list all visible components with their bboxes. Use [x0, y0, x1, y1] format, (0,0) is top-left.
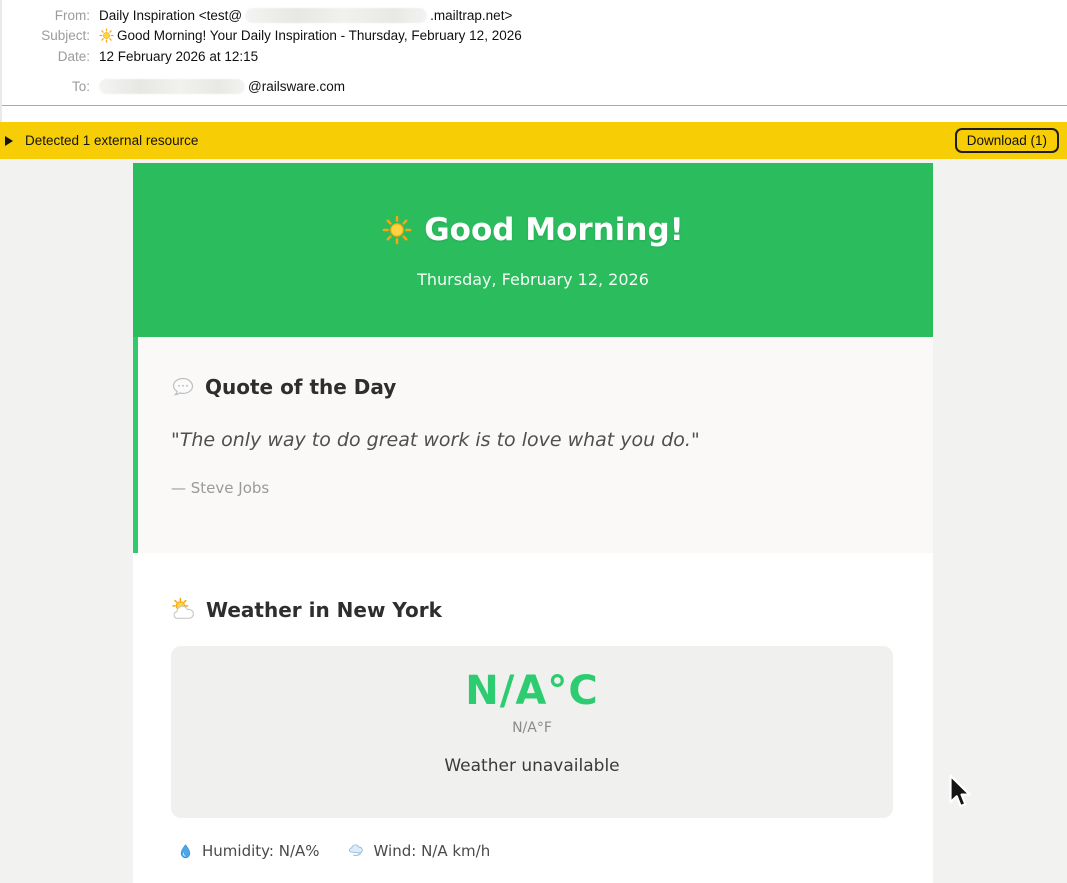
- weather-heading: Weather in New York: [206, 597, 442, 622]
- sun-icon: [382, 215, 412, 245]
- weather-status: Weather unavailable: [444, 756, 620, 776]
- external-resource-banner: [0, 122, 1067, 159]
- mail-metadata-header: [0, 0, 1067, 122]
- hero-date: Thursday, February 12, 2026: [417, 269, 649, 289]
- redacted-from-domain: [245, 8, 427, 23]
- meta-row-to: [2, 78, 1067, 95]
- disclosure-triangle-icon[interactable]: [5, 136, 13, 146]
- banner-message: Detected 1 external resource: [25, 133, 199, 148]
- download-button[interactable]: Download (1): [955, 128, 1059, 153]
- from-value[interactable]: [99, 8, 512, 23]
- weather-stats-row: [171, 842, 893, 860]
- to-label: To:: [71, 79, 90, 94]
- header-separator: [2, 105, 1067, 106]
- date-value: 12 February 2026 at 12:15: [99, 49, 259, 64]
- hero-section: [133, 163, 933, 337]
- quote-heading: Quote of the Day: [205, 375, 397, 399]
- subject-text: Good Morning! Your Daily Inspiration - Thursday, February 12, 2026: [117, 28, 522, 43]
- humidity-text: Humidity: N/A%: [202, 842, 320, 860]
- wind-text: Wind: N/A km/h: [373, 842, 491, 860]
- meta-row-subject: [2, 27, 1067, 44]
- hero-title: Good Morning!: [424, 211, 684, 248]
- quote-section: [133, 337, 933, 553]
- weather-card: [171, 646, 893, 818]
- droplet-icon: [177, 843, 194, 860]
- wind-icon: [348, 842, 366, 860]
- subject-label: Subject:: [41, 28, 90, 43]
- to-value-suffix: @railsware.com: [248, 79, 345, 94]
- quote-author: — Steve Jobs: [171, 479, 270, 497]
- temperature-celsius: N/A°C: [465, 668, 599, 714]
- quote-text: "The only way to do great work is to love what you do.": [171, 429, 700, 451]
- redacted-to-address: [99, 79, 245, 94]
- from-value-suffix: .mailtrap.net>: [430, 8, 513, 23]
- weather-heading-row: [171, 597, 893, 622]
- meta-row-date: [2, 48, 1067, 65]
- humidity-stat: [177, 842, 320, 860]
- speech-bubble-icon: [171, 375, 195, 399]
- wind-stat: [348, 842, 491, 860]
- date-label: Date:: [57, 49, 90, 64]
- meta-row-from: [2, 7, 1067, 24]
- from-value-prefix: Daily Inspiration <test@: [99, 8, 243, 23]
- weather-section: [133, 553, 933, 883]
- email-body: [133, 163, 933, 883]
- sun-behind-cloud-icon: [171, 597, 196, 622]
- quote-heading-row: [171, 375, 893, 399]
- sun-icon: [99, 28, 114, 43]
- temperature-fahrenheit: N/A°F: [512, 720, 552, 736]
- to-value[interactable]: [99, 79, 345, 94]
- from-label: From:: [54, 8, 90, 23]
- subject-value: [99, 28, 522, 43]
- mouse-cursor: [946, 774, 972, 811]
- hero-title-row: [382, 212, 684, 248]
